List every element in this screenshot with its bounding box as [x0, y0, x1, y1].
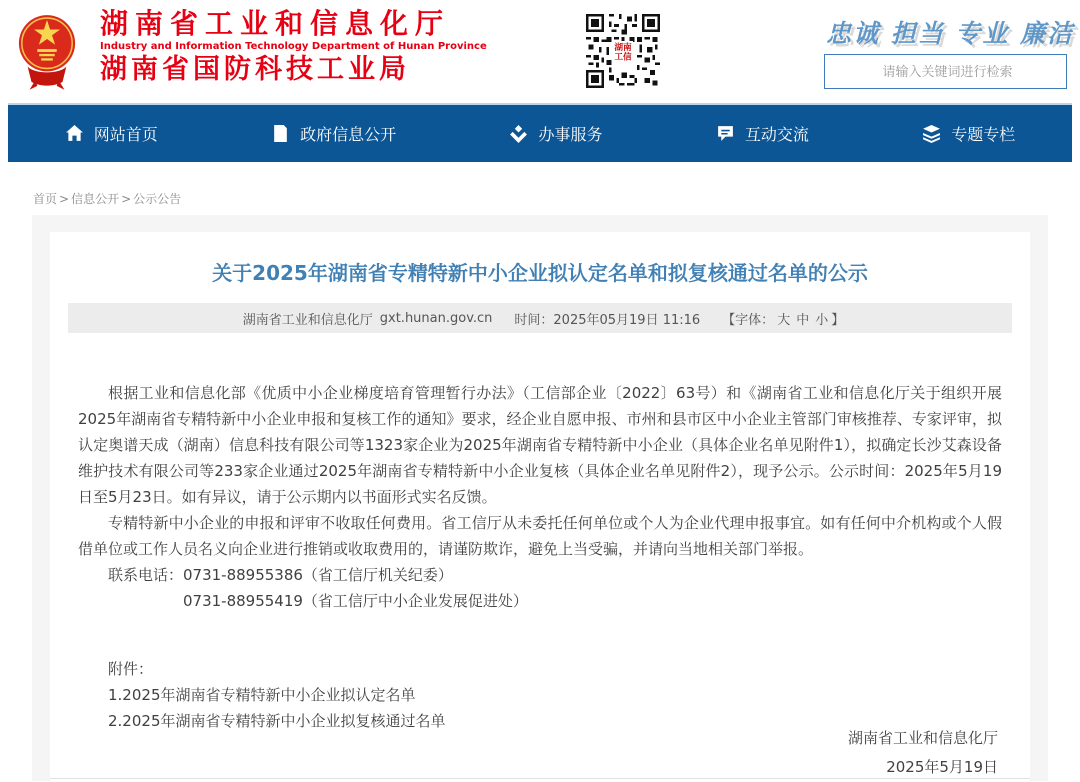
- nav-item-interaction[interactable]: [716, 122, 809, 145]
- article-paragraph: 根据工业和信息化部《优质中小企业梯度培育管理暂行办法》（工信部企业〔2022〕63号）和《湖南省工业和信息化厅关于组织开展2025年湖南省专精特新中小企业申报和复核工作的通知》要求，经企业自愿申报、市州和县市区中小企业主管部门审核推荐、专家评审，拟认定奥谱天成（湖南）信息科技有限公司等1323家企业为2025年湖南省专精特新中小企业（具体企业名单见附件1），拟确定长沙艾森设备维护技术有限公司等233家企业通过2025年湖南省专精特新中小企业复核（具体企业名单见附件2），现予公示。公示时间：2025年5月19日至5月23日。如有异议，请于公示期内以书面形式实名反馈。: [78, 384, 1002, 506]
- article-panel: [50, 232, 1030, 781]
- org-title-block: [100, 8, 487, 85]
- layers-icon: [922, 124, 941, 143]
- signature-org: 湖南省工业和信息化厅: [847, 729, 998, 747]
- service-icon: [509, 124, 528, 143]
- article-paragraph: 专精特新中小企业的申报和评审不收取任何费用。省工信厅从未委托任何单位或个人为企业代理申报事宜。如有任何中介机构或个人假借单位或工作人员名义向企业进行推销或收取费用的，请谨防欺诈，避免上当受骗，并请向当地相关部门举报。: [78, 514, 1002, 558]
- nav-item-gov-info[interactable]: [271, 122, 396, 145]
- contact-phone-line2: 0731-88955419（省工信厅中小企业发展促进处）: [183, 592, 528, 610]
- attachments-label: 附件：: [108, 660, 154, 678]
- nav-item-home[interactable]: [65, 122, 158, 145]
- nav-item-label: 专题专栏: [951, 125, 1016, 144]
- org-title: 湖南省工业和信息化厅: [100, 7, 451, 40]
- breadcrumb-home[interactable]: 首页: [33, 192, 58, 206]
- article-meta-bar: [68, 303, 1012, 333]
- slogan-text: 忠诚 担当 专业 廉洁: [826, 19, 1075, 48]
- breadcrumb-separator: >: [121, 192, 132, 206]
- search-box: [824, 54, 1067, 89]
- font-size-medium-button[interactable]: 中: [796, 312, 810, 328]
- home-icon: [65, 124, 84, 143]
- qr-code: [586, 13, 660, 89]
- national-emblem-icon: [16, 8, 78, 94]
- breadcrumb-notices[interactable]: 公示公告: [133, 192, 182, 206]
- article-title: 关于2025年湖南省专精特新中小企业拟认定名单和拟复核通过名单的公示: [212, 261, 868, 285]
- breadcrumb-separator: >: [59, 192, 70, 206]
- qr-center-text: 湖南: [614, 43, 632, 54]
- nav-item-label: 政府信息公开: [300, 125, 397, 144]
- article-source-site: gxt.hunan.gov.cn: [379, 310, 493, 326]
- breadcrumb-info[interactable]: 信息公开: [71, 192, 120, 206]
- contact-phone-line1: 联系电话：0731-88955386（省工信厅机关纪委）: [108, 566, 453, 584]
- search-input[interactable]: [825, 55, 1070, 90]
- attachment-link-1[interactable]: 1.2025年湖南省专精特新中小企业拟认定名单: [108, 686, 416, 704]
- article-body: [78, 380, 1002, 614]
- signature-date: 2025年5月19日: [886, 758, 998, 776]
- signature-block: [848, 724, 998, 782]
- document-icon: [271, 124, 290, 143]
- article-time: 时间：2025年05月19日 11:16: [514, 312, 701, 328]
- nav-item-label: 办事服务: [538, 125, 603, 144]
- svg-text:工信: 工信: [614, 52, 632, 63]
- attachment-link-2[interactable]: 2.2025年湖南省专精特新中小企业拟复核通过名单: [108, 712, 446, 730]
- font-size-prefix: 【字体：: [722, 312, 775, 328]
- article-source: 湖南省工业和信息化厅: [242, 312, 373, 328]
- nav-item-label: 网站首页: [93, 125, 158, 144]
- panel-bottom-divider: [50, 778, 1030, 779]
- font-size-suffix: 】: [831, 312, 845, 328]
- nav-item-special-topics[interactable]: [922, 122, 1015, 145]
- nav-item-label: 互动交流: [744, 125, 809, 144]
- content-outer-panel: [32, 215, 1048, 781]
- org-title-secondary: 湖南省国防科技工业局: [100, 53, 410, 85]
- main-nav: [8, 103, 1072, 162]
- site-header: [0, 0, 1080, 102]
- chat-icon: [716, 124, 735, 143]
- font-size-large-button[interactable]: 大: [777, 312, 791, 328]
- breadcrumb: [33, 190, 181, 207]
- nav-item-services[interactable]: [509, 122, 602, 145]
- org-title-english: Industry and Information Technology Department of Hunan Province: [100, 41, 487, 53]
- font-size-small-button[interactable]: 小: [815, 312, 829, 328]
- attachments-block: [78, 656, 1002, 734]
